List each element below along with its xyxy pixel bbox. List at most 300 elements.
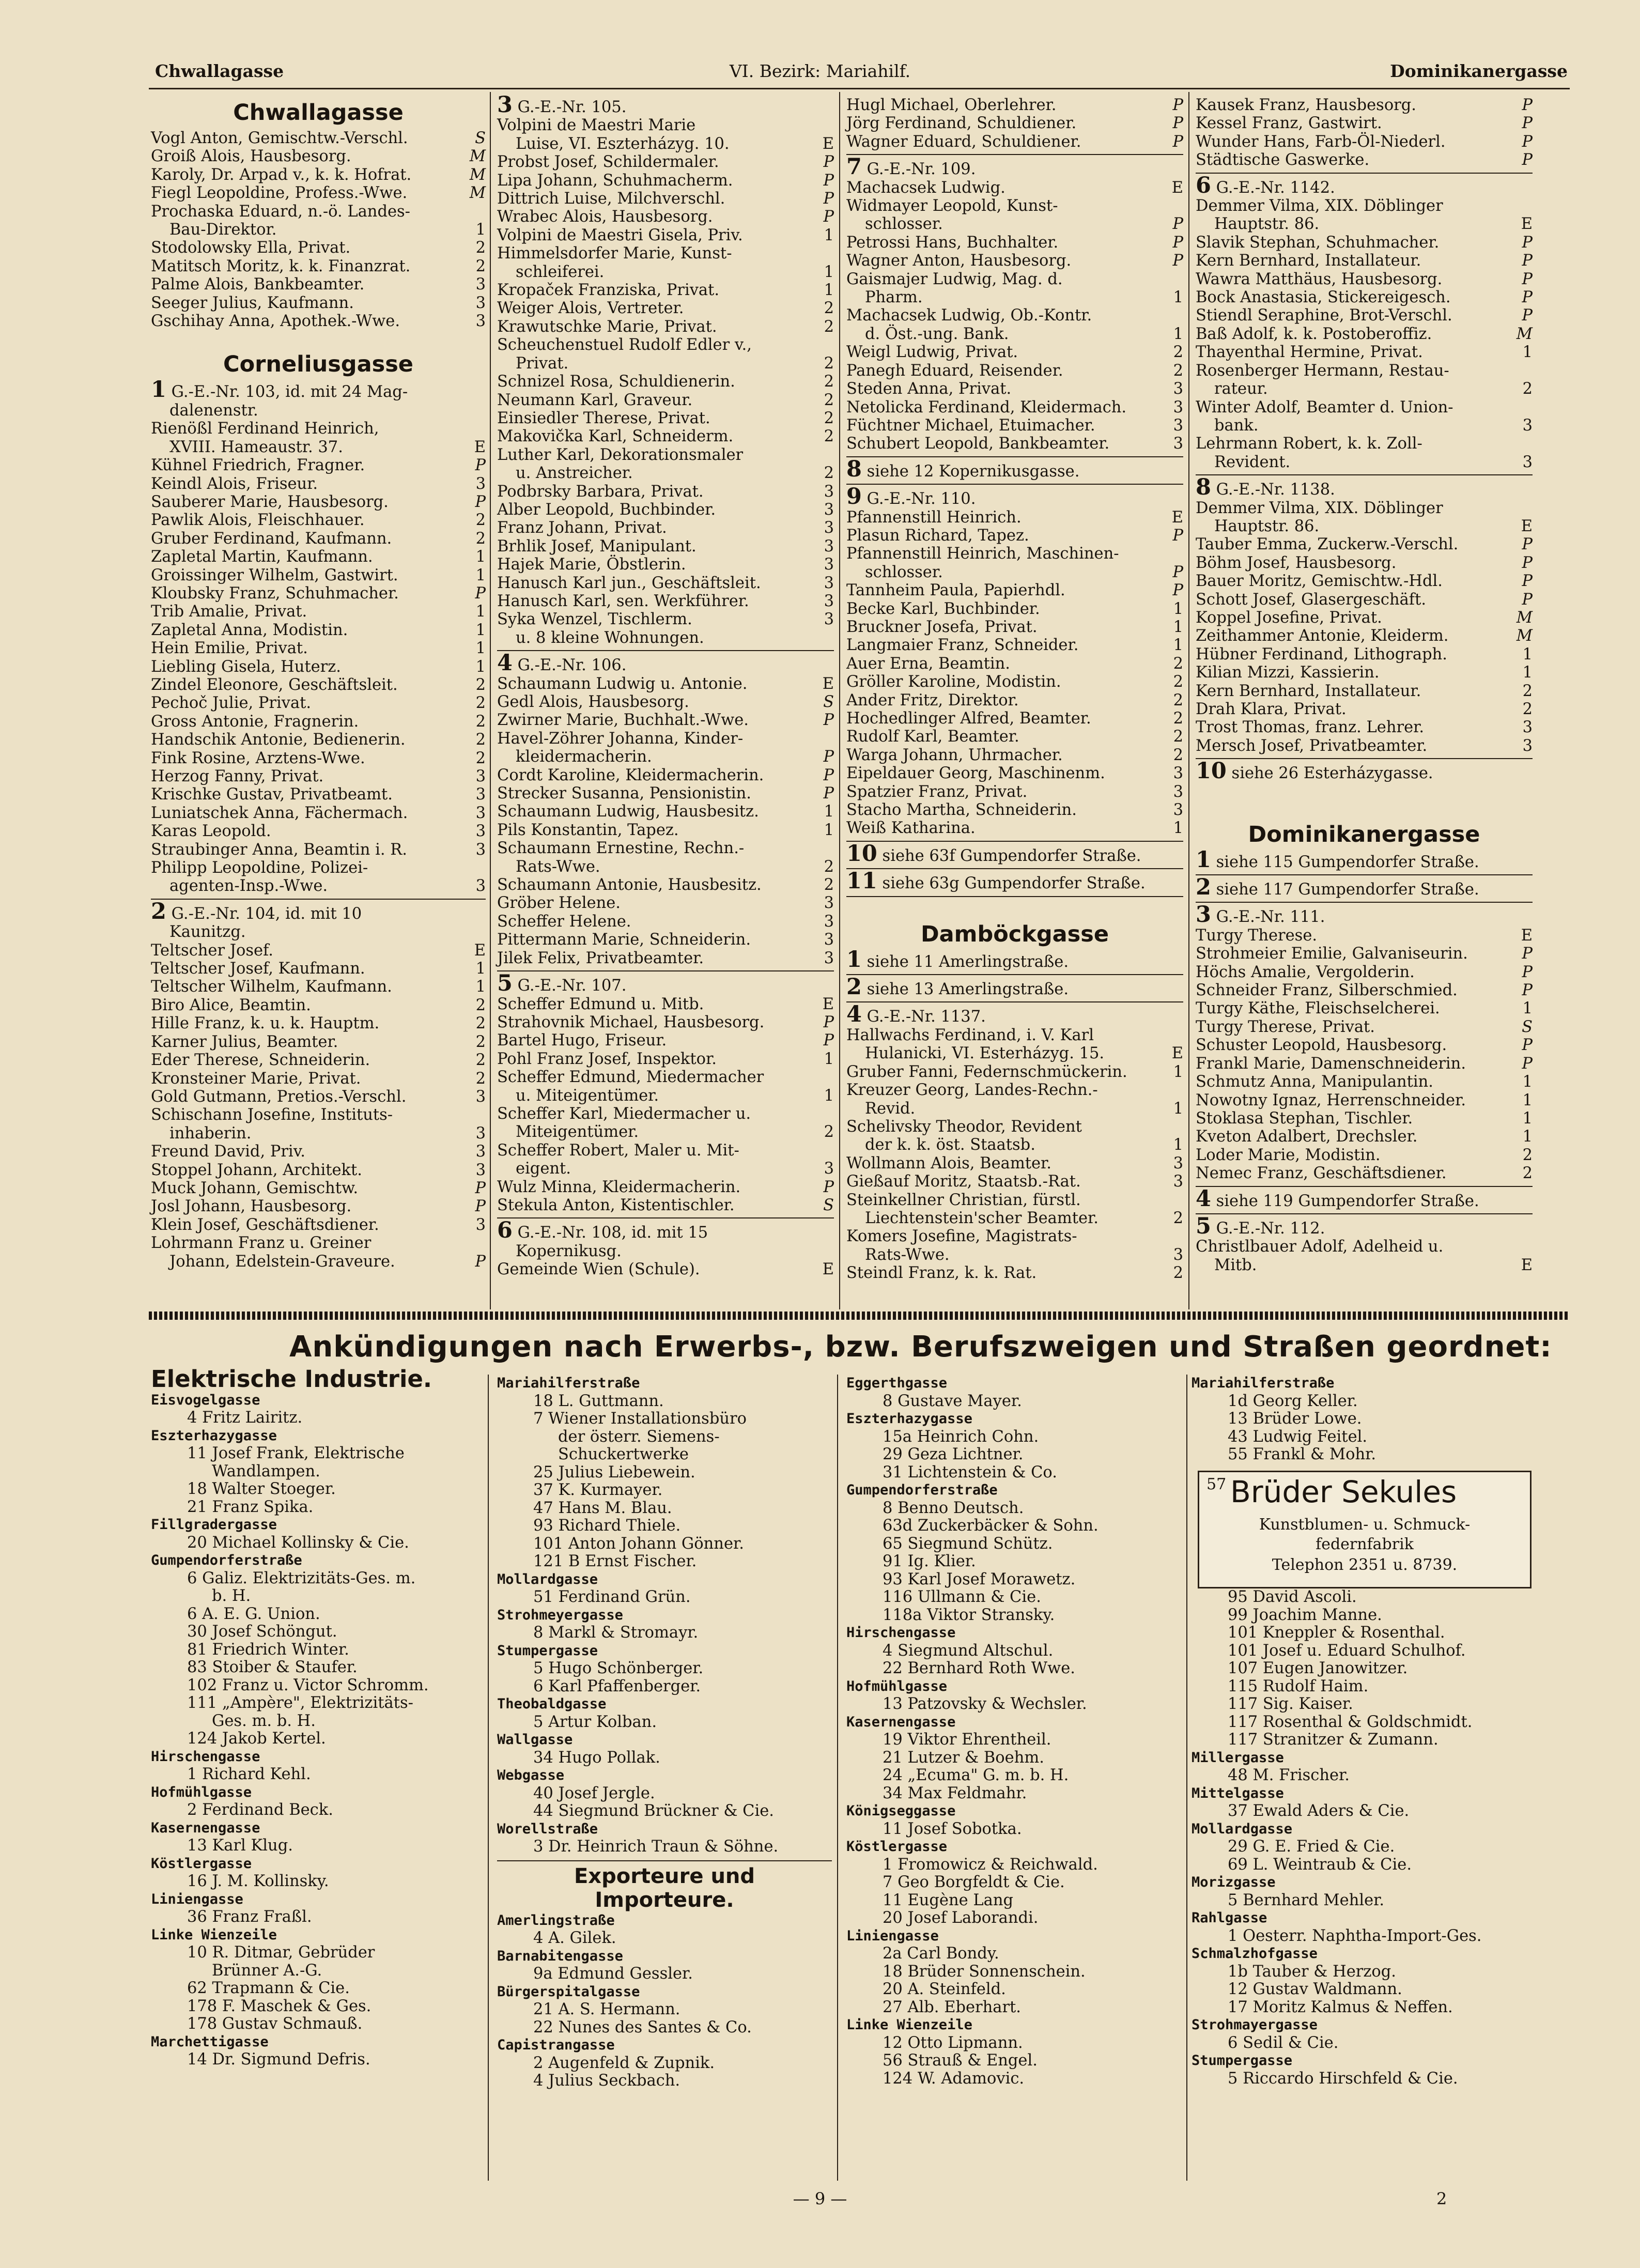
- ads-listing: 40 Josef Jergle.: [533, 1784, 655, 1802]
- floor-marker: E: [1171, 1044, 1183, 1063]
- resident-entry: [846, 325, 1183, 343]
- resident-text: Wollmann Alois, Beamter.: [846, 1154, 1051, 1172]
- resident-text: Panegh Eduard, Reisender.: [846, 361, 1063, 380]
- resident-text: u. Anstreicher.: [516, 464, 633, 483]
- resident-entry: [846, 1026, 1183, 1044]
- ads-street: Fillgradergasse: [151, 1517, 277, 1533]
- floor-marker: 3: [475, 1161, 486, 1179]
- resident-entry: [497, 784, 834, 803]
- resident-entry: [846, 288, 1183, 306]
- resident-entry: [846, 270, 1183, 288]
- resident-entry: [1196, 999, 1533, 1017]
- floor-marker: 2: [1522, 380, 1533, 398]
- resident-text: Kausek Franz, Hausbesorg.: [1196, 96, 1416, 114]
- directory-column-1: [151, 96, 486, 1271]
- floor-marker: 3: [475, 785, 486, 804]
- resident-text: Karner Julius, Beamter.: [151, 1032, 338, 1051]
- resident-entry: [497, 263, 834, 281]
- floor-marker: 2: [475, 239, 486, 257]
- resident-text: Gold Gutmann, Pretios.-Verschl.: [151, 1087, 407, 1106]
- floor-marker: 1: [475, 621, 486, 639]
- header-rule: [149, 88, 1570, 89]
- floor-marker: 1: [1522, 1091, 1533, 1109]
- ads-street: Schmalzhofgasse: [1192, 1946, 1318, 1962]
- resident-entry: [497, 446, 834, 464]
- house-info: G.-E.-Nr. 107.: [517, 977, 627, 995]
- resident-entry: [1196, 1036, 1533, 1054]
- gap: [1196, 783, 1533, 800]
- floor-marker: 2: [824, 427, 834, 446]
- resident-text: Zeithammer Antonie, Kleiderm.: [1196, 627, 1449, 645]
- floor-marker: 2: [1522, 1164, 1533, 1183]
- resident-entry: [151, 1179, 486, 1197]
- resident-text: Netolicka Ferdinand, Kleidermach.: [846, 398, 1127, 416]
- resident-entry: [497, 464, 834, 482]
- floor-marker: P: [475, 492, 486, 511]
- resident-text: Christlbauer Adolf, Adelheid u.: [1196, 1238, 1444, 1256]
- ads-listing: 91 Ig. Klier.: [883, 1552, 976, 1570]
- floor-marker: E: [1521, 1256, 1533, 1274]
- resident-entry: [151, 658, 486, 676]
- resident-entry: [497, 675, 834, 693]
- resident-text: Schaumann Ludwig, Hausbesitz.: [497, 803, 759, 821]
- house-header: [846, 484, 1183, 510]
- ads-listing: 117 Stranitzer & Zumann.: [1228, 1731, 1438, 1749]
- floor-marker: 3: [824, 1160, 834, 1178]
- resident-entry: [1196, 1109, 1533, 1128]
- resident-text: Wagner Anton, Hausbesorg.: [846, 252, 1072, 270]
- resident-entry: [846, 96, 1183, 114]
- house-separator: [846, 974, 1183, 975]
- resident-entry: [151, 1051, 486, 1069]
- floor-marker: 1: [475, 657, 486, 676]
- resident-text: Stoppel Johann, Architekt.: [151, 1161, 362, 1179]
- floor-marker: P: [1172, 526, 1183, 545]
- floor-marker: 1: [1173, 325, 1183, 343]
- resident-text: Muck Johann, Gemischtw.: [151, 1179, 359, 1197]
- floor-marker: 3: [1173, 435, 1183, 453]
- floor-marker: 3: [1173, 764, 1183, 783]
- resident-entry: [1196, 1146, 1533, 1164]
- ads-street: Mollardgasse: [1192, 1820, 1293, 1837]
- resident-entry: [1196, 737, 1533, 755]
- ads-listing: 1 Oesterr. Naphtha-Import-Ges.: [1228, 1926, 1482, 1945]
- resident-entry: [151, 511, 486, 529]
- house-number: 6: [1196, 172, 1211, 198]
- resident-entry: [846, 1227, 1183, 1245]
- resident-entry: [151, 147, 486, 165]
- resident-text: agenten-Insp.-Wwe.: [169, 877, 328, 896]
- resident-entry: [151, 166, 486, 184]
- ads-street: Köstlergasse: [846, 1839, 948, 1855]
- resident-entry: [846, 563, 1183, 581]
- resident-text: Volpini de Maestri Marie: [497, 116, 696, 135]
- resident-entry: [846, 1081, 1183, 1099]
- resident-text: Becke Karl, Buchbinder.: [846, 599, 1040, 618]
- floor-marker: 1: [475, 548, 486, 566]
- resident-text: Kropaček Franziska, Privat.: [497, 281, 720, 300]
- resident-entry: [497, 1105, 834, 1123]
- resident-entry: [151, 978, 486, 996]
- resident-text: Turgy Therese, Privat.: [1196, 1017, 1375, 1036]
- resident-entry: [151, 1088, 486, 1106]
- resident-text: Machacsek Ludwig.: [846, 178, 1005, 197]
- floor-marker: 1: [824, 1050, 834, 1068]
- resident-text: Hochedlinger Alfred, Beamter.: [846, 709, 1091, 728]
- gap: [846, 900, 1183, 918]
- floor-marker: 3: [1173, 1245, 1183, 1264]
- resident-entry: [846, 1063, 1183, 1081]
- resident-text: Hein Emilie, Privat.: [151, 639, 308, 658]
- resident-entry: [151, 475, 486, 493]
- resident-entry: [1196, 362, 1533, 380]
- resident-entry: [1196, 963, 1533, 981]
- ads-column-4-bottom: [1192, 1588, 1533, 2088]
- resident-text: Dittrich Luise, Milchverschl.: [497, 190, 725, 208]
- ads-street: Linke Wienzeile: [151, 1926, 277, 1943]
- resident-entry: [497, 876, 834, 894]
- house-number: 1: [846, 946, 862, 973]
- floor-marker: P: [823, 748, 834, 766]
- floor-marker: P: [1522, 288, 1533, 307]
- ad-line: Kunstblumen- u. Schmuck-: [1259, 1516, 1471, 1534]
- resident-text: Schaumann Ernestine, Rechn.-: [497, 839, 745, 858]
- resident-text: Schaumann Ludwig u. Antonie.: [497, 674, 748, 693]
- resident-text: Volpini de Maestri Gisela, Priv.: [497, 226, 743, 244]
- resident-text: Johann, Edelstein-Graveure.: [169, 1252, 395, 1271]
- floor-marker: 2: [1173, 673, 1183, 691]
- ads-listing: 2 Augenfeld & Zupnik.: [533, 2054, 715, 2072]
- resident-entry: [846, 1191, 1183, 1209]
- floor-marker: 3: [475, 840, 486, 859]
- house-separator: [846, 841, 1183, 842]
- floor-marker: 2: [475, 1032, 486, 1051]
- floor-marker: 1: [475, 960, 486, 978]
- floor-marker: 3: [475, 1087, 486, 1106]
- ads-listing: 18 L. Guttmann.: [533, 1392, 664, 1410]
- ads-street: Amerlingstraße: [497, 1912, 615, 1928]
- floor-marker: 1: [475, 639, 486, 658]
- running-head-right: Dominikanergasse: [1390, 61, 1568, 81]
- ads-listing: 47 Hans M. Blau.: [533, 1499, 672, 1517]
- ads-category-heading: Elektrische Industrie.: [151, 1365, 432, 1393]
- resident-text: Kessel Franz, Gastwirt.: [1196, 114, 1382, 133]
- ads-listing: 2a Carl Bondy.: [883, 1945, 999, 1963]
- resident-text: Kaunitzg.: [169, 923, 246, 942]
- resident-entry: [1196, 1055, 1533, 1073]
- resident-text: inhaberin.: [169, 1124, 252, 1143]
- house-info: G.-E.-Nr. 1137.: [867, 1008, 986, 1026]
- ads-listing: 13 Patzovsky & Wechsler.: [883, 1695, 1087, 1713]
- resident-entry: [497, 1087, 834, 1105]
- resident-text: d. Öst.-ung. Bank.: [865, 325, 1009, 343]
- ads-listing: 118a Viktor Stransky.: [883, 1606, 1055, 1624]
- resident-text: dalenenstr.: [169, 401, 258, 420]
- resident-entry: [151, 275, 486, 294]
- house-number: 7: [846, 154, 862, 180]
- resident-entry: [846, 380, 1183, 398]
- resident-text: Einsiedler Therese, Privat.: [497, 409, 710, 427]
- resident-text: Kern Bernhard, Installateur.: [1196, 252, 1421, 270]
- house-info: G.-E.-Nr. 108, id. mit 15: [517, 1224, 708, 1242]
- resident-text: Demmer Vilma, XIX. Döblinger: [1196, 499, 1443, 517]
- floor-marker: E: [822, 134, 834, 153]
- house-info: G.-E.-Nr. 110.: [867, 490, 976, 508]
- ads-column-divider: [837, 1375, 838, 2181]
- resident-text: Liebling Gisela, Huterz.: [151, 657, 341, 676]
- resident-text: Kreuzer Georg, Landes-Rechn.-: [846, 1081, 1098, 1100]
- resident-text: Krischke Gustav, Privatbeamt.: [151, 785, 393, 804]
- floor-marker: 3: [475, 294, 486, 312]
- resident-text: Alber Leopold, Buchbinder.: [497, 500, 716, 519]
- house-number: 11: [846, 868, 877, 894]
- floor-marker: 1: [1173, 1099, 1183, 1118]
- resident-text: Bruckner Josefa, Privat.: [846, 618, 1038, 636]
- resident-entry: [151, 1161, 486, 1179]
- resident-entry: [1196, 1164, 1533, 1182]
- house-separator: [846, 484, 1183, 485]
- floor-marker: P: [1522, 132, 1533, 151]
- resident-text: Scheffer Helene.: [497, 912, 631, 931]
- floor-marker: 1: [1173, 599, 1183, 618]
- resident-text: Scheffer Edmund u. Mitb.: [497, 995, 704, 1013]
- floor-marker: 2: [1173, 361, 1183, 380]
- resident-entry: [1196, 572, 1533, 590]
- ads-listing: 11 Josef Frank, Elektrische: [187, 1444, 405, 1462]
- resident-entry: [497, 244, 834, 263]
- floor-marker: 1: [1522, 664, 1533, 682]
- floor-marker: E: [1521, 517, 1533, 535]
- resident-text: Plasun Richard, Tapez.: [846, 526, 1029, 545]
- ads-column-divider: [1186, 1375, 1187, 2181]
- resident-text: Biro Alice, Beamtin.: [151, 996, 311, 1014]
- floor-marker: P: [823, 208, 834, 226]
- resident-entry: [151, 129, 486, 147]
- resident-entry: [497, 537, 834, 556]
- floor-marker: 2: [1173, 709, 1183, 728]
- resident-entry: [1196, 664, 1533, 682]
- resident-entry: [1196, 380, 1533, 398]
- resident-text: Jörg Ferdinand, Schuldiener.: [846, 114, 1077, 133]
- ads-street: Rahlgasse: [1192, 1910, 1267, 1926]
- floor-marker: 3: [1173, 801, 1183, 820]
- resident-text: Schott Josef, Glasergeschäft.: [1196, 590, 1427, 609]
- ads-listing: 9a Edmund Gessler.: [533, 1965, 693, 1983]
- floor-marker: 3: [475, 275, 486, 294]
- house-info: G.-E.-Nr. 112.: [1216, 1219, 1325, 1238]
- floor-marker: 3: [824, 592, 834, 610]
- floor-marker: M: [1516, 608, 1533, 627]
- floor-marker: 3: [1522, 736, 1533, 755]
- house-separator: [1196, 1186, 1533, 1187]
- resident-entry: [497, 190, 834, 208]
- ads-listing: 6 A. E. G. Union.: [187, 1604, 320, 1623]
- ads-street: Linke Wienzeile: [846, 2017, 972, 2033]
- floor-marker: 1: [824, 1086, 834, 1105]
- floor-marker: 2: [1173, 343, 1183, 362]
- ads-street: Köstlergasse: [151, 1855, 252, 1872]
- resident-text: Podbrsky Barbara, Privat.: [497, 482, 704, 501]
- floor-marker: 2: [475, 749, 486, 767]
- ads-listing: 13 Brüder Lowe.: [1228, 1410, 1362, 1428]
- resident-text: Wunder Hans, Farb-Öl-Niederl.: [1196, 132, 1446, 151]
- house-number: 3: [1196, 902, 1211, 928]
- resident-entry: [1196, 700, 1533, 718]
- floor-marker: 2: [824, 409, 834, 427]
- resident-entry: [151, 713, 486, 731]
- resident-entry: [497, 556, 834, 574]
- resident-text: Demmer Vilma, XIX. Döblinger: [1196, 197, 1443, 215]
- resident-text: Fink Rosine, Arztens-Wwe.: [151, 749, 365, 767]
- floor-marker: P: [1522, 963, 1533, 981]
- house-info: siehe 115 Gumpendorfer Straße.: [1216, 853, 1479, 871]
- floor-marker: P: [823, 1013, 834, 1031]
- floor-marker: 3: [1522, 453, 1533, 471]
- floor-marker: E: [1171, 178, 1183, 197]
- resident-entry: [497, 931, 834, 949]
- resident-entry: [1196, 343, 1533, 361]
- resident-text: Weiß Katharina.: [846, 819, 976, 838]
- floor-marker: S: [823, 693, 834, 711]
- resident-entry: [497, 1242, 834, 1260]
- resident-entry: [497, 116, 834, 134]
- ads-street: Morizgasse: [1192, 1874, 1276, 1890]
- house-header: [1196, 758, 1533, 784]
- resident-text: Vogl Anton, Gemischtw.-Verschl.: [151, 129, 408, 147]
- resident-entry: [497, 427, 834, 445]
- ads-listing: 21 Lutzer & Boehm.: [883, 1748, 1044, 1767]
- resident-entry: [846, 618, 1183, 636]
- resident-text: Luniatschek Anna, Fächermach.: [151, 804, 408, 822]
- floor-marker: 1: [1522, 1109, 1533, 1128]
- resident-entry: [1196, 1128, 1533, 1146]
- ads-listing: 22 Bernhard Roth Wwe.: [883, 1659, 1075, 1677]
- column-divider: [839, 92, 840, 1309]
- ads-street: Hofmühlgasse: [151, 1784, 252, 1800]
- house-number: 10: [1196, 758, 1227, 784]
- ads-street: Wallgasse: [497, 1732, 573, 1748]
- resident-text: schleiferei.: [516, 263, 605, 281]
- resident-entry: [497, 821, 834, 839]
- resident-entry: [1196, 609, 1533, 627]
- ads-listing: 101 Anton Johann Gönner.: [533, 1534, 744, 1553]
- resident-entry: [846, 1044, 1183, 1062]
- floor-marker: 3: [1173, 1172, 1183, 1191]
- resident-entry: [1196, 197, 1533, 215]
- house-number: 1: [1196, 846, 1211, 873]
- floor-marker: M: [469, 147, 486, 166]
- resident-text: der k. k. öst. Staatsb.: [865, 1136, 1035, 1154]
- resident-text: Pfannenstill Heinrich.: [846, 508, 1022, 527]
- resident-text: Pittermann Marie, Schneiderin.: [497, 931, 751, 949]
- resident-text: Hauptstr. 86.: [1214, 517, 1320, 535]
- house-info: siehe 63f Gumpendorfer Straße.: [882, 846, 1141, 865]
- resident-entry: [497, 1196, 834, 1214]
- house-separator: [846, 456, 1183, 457]
- house-info: G.-E.-Nr. 111.: [1216, 908, 1325, 927]
- floor-marker: 3: [1173, 416, 1183, 435]
- resident-entry: [1196, 682, 1533, 700]
- resident-text: Rats-Wwe.: [516, 857, 600, 876]
- directory-column-3: [846, 96, 1183, 1283]
- floor-marker: 3: [475, 804, 486, 822]
- floor-marker: P: [1172, 96, 1183, 114]
- floor-marker: P: [475, 456, 486, 475]
- floor-marker: 3: [824, 519, 834, 537]
- resident-text: Thayenthal Hermine, Privat.: [1196, 343, 1423, 362]
- house-separator: [497, 1217, 834, 1218]
- resident-text: Kveton Adalbert, Drechsler.: [1196, 1128, 1418, 1146]
- resident-text: Rats-Wwe.: [865, 1245, 950, 1264]
- ads-listing: 124 W. Adamovic.: [883, 2069, 1025, 2088]
- ads-street: Capistrangasse: [497, 2037, 615, 2053]
- resident-entry: [151, 294, 486, 312]
- ads-listing: 83 Stoiber & Staufer.: [187, 1658, 358, 1676]
- advertisements-headline: Ankündigungen nach Erwerbs-, bzw. Berufszweigen und Straßen geordnet:: [289, 1330, 1552, 1364]
- floor-marker: P: [1172, 563, 1183, 581]
- resident-entry: [497, 208, 834, 226]
- resident-text: Revident.: [1214, 453, 1291, 471]
- resident-text: Prochaska Eduard, n.-ö. Landes-: [151, 202, 410, 221]
- floor-marker: 2: [1173, 691, 1183, 709]
- floor-marker: P: [1172, 215, 1183, 234]
- section-divider-band: [149, 1312, 1570, 1320]
- floor-marker: P: [1522, 1036, 1533, 1055]
- street-heading: Chwallagasse: [233, 100, 404, 126]
- house-info: siehe 119 Gumpendorfer Straße.: [1216, 1192, 1479, 1210]
- resident-text: Pawlik Alois, Fleischhauer.: [151, 511, 365, 530]
- resident-text: Kronsteiner Marie, Privat.: [151, 1069, 361, 1088]
- resident-text: Rudolf Karl, Beamter.: [846, 728, 1019, 746]
- resident-entry: [151, 822, 486, 840]
- house-separator: [1196, 173, 1533, 174]
- house-header: [1196, 474, 1533, 501]
- ads-listing: 44 Siegmund Brückner & Cie.: [533, 1802, 775, 1820]
- resident-text: Strahovnik Michael, Hausbesorg.: [497, 1013, 765, 1031]
- resident-entry: [1196, 398, 1533, 416]
- resident-entry: [151, 548, 486, 566]
- floor-marker: S: [823, 1196, 834, 1214]
- house-header: [497, 92, 834, 118]
- resident-text: Herzog Fanny, Privat.: [151, 767, 324, 785]
- floor-marker: P: [475, 1252, 486, 1271]
- resident-text: Revid.: [865, 1099, 916, 1118]
- resident-entry: [497, 226, 834, 244]
- resident-entry: [151, 785, 486, 804]
- resident-text: Hauptstr. 86.: [1214, 215, 1320, 234]
- ads-listing: 5 Riccardo Hirschfeld & Cie.: [1228, 2069, 1458, 2088]
- floor-marker: 2: [824, 876, 834, 894]
- floor-marker: P: [1522, 270, 1533, 288]
- ads-listing: 48 M. Frischer.: [1228, 1766, 1350, 1784]
- house-separator: [151, 899, 486, 900]
- floor-marker: 2: [475, 675, 486, 694]
- house-header: [1196, 846, 1533, 873]
- ads-listing: 115 Rudolf Haim.: [1228, 1677, 1369, 1695]
- floor-marker: P: [1522, 306, 1533, 325]
- resident-text: Luise, VI. Eszterházyg. 10.: [516, 134, 730, 153]
- ads-street: Kasernengasse: [151, 1819, 260, 1836]
- floor-marker: 1: [475, 221, 486, 239]
- resident-text: Turgy Therese.: [1196, 926, 1318, 945]
- resident-entry: [846, 746, 1183, 764]
- house-info: siehe 26 Esterházygasse.: [1231, 764, 1433, 783]
- ads-column-divider: [488, 1375, 489, 2181]
- ads-listing: 29 Geza Lichtner.: [883, 1445, 1024, 1463]
- resident-entry: [151, 841, 486, 859]
- ads-listing: 20 Josef Laborandi.: [883, 1909, 1039, 1927]
- resident-text: Trib Amalie, Privat.: [151, 603, 307, 621]
